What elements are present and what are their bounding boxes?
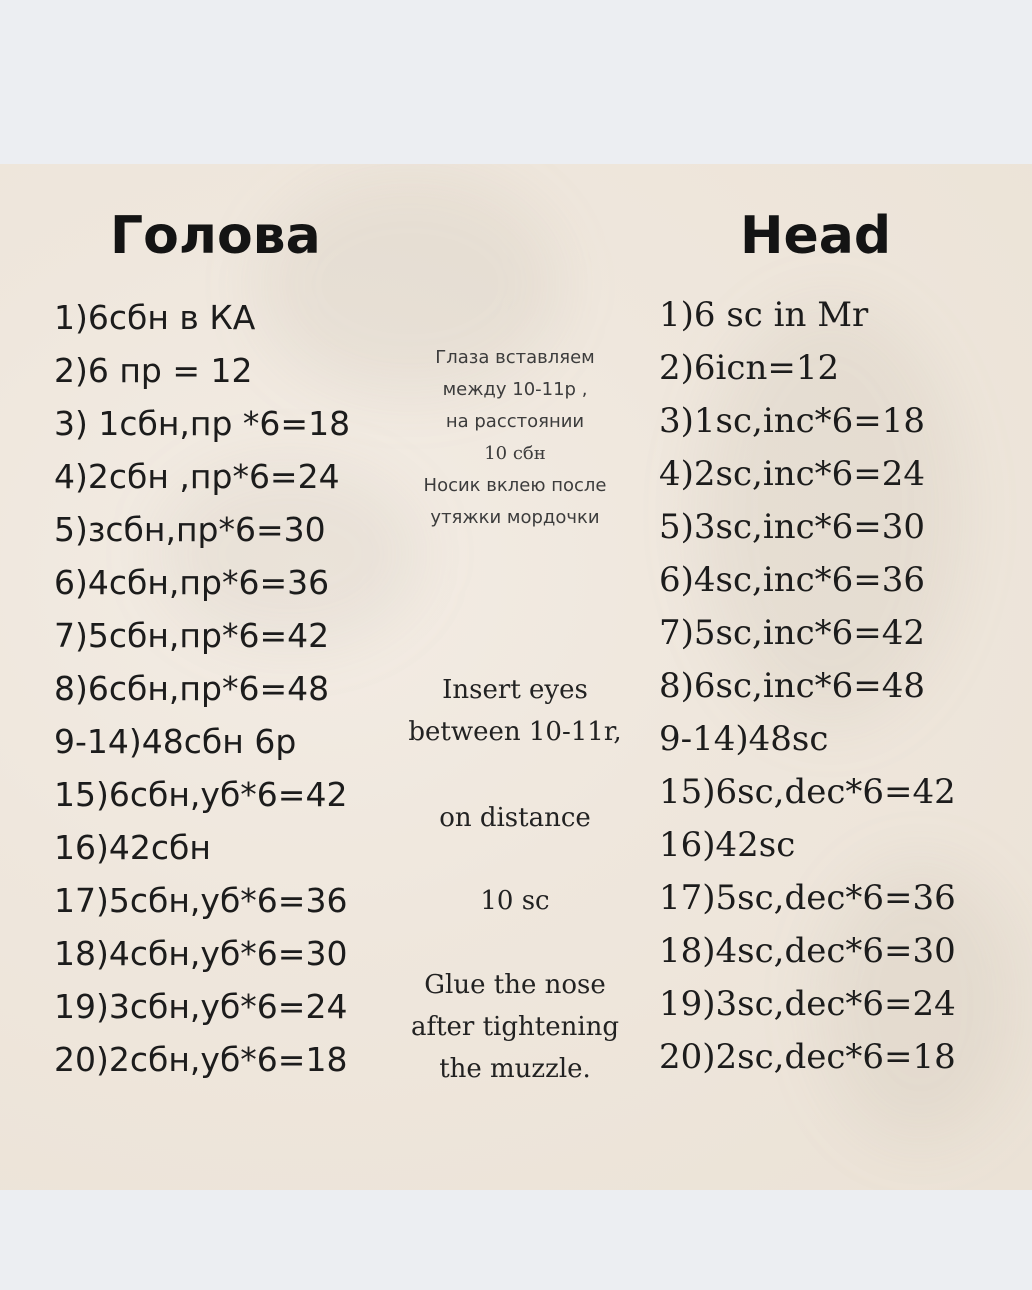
title-russian: Голова (110, 206, 321, 266)
english-note-line: after tightening (410, 1012, 620, 1042)
english-row: 20)2sc,dec*6=18 (659, 1037, 956, 1077)
english-row: 19)3sc,dec*6=24 (659, 984, 956, 1024)
english-row: 2)6icn=12 (659, 348, 840, 388)
russian-row: 4)2сбн ,пр*6=24 (54, 457, 340, 496)
english-row: 3)1sc,inc*6=18 (659, 401, 926, 441)
russian-note-line: утяжки мордочки (430, 507, 600, 528)
russian-row: 8)6сбн,пр*6=48 (54, 669, 330, 708)
title-english: Head (740, 206, 892, 266)
english-row: 7)5sc,inc*6=42 (659, 613, 926, 653)
english-note-eyes (380, 669, 650, 753)
russian-note-line: 10 сбн (484, 443, 546, 464)
russian-row: 20)2сбн,уб*6=18 (54, 1040, 348, 1079)
russian-row: 17)5сбн,уб*6=36 (54, 881, 348, 920)
russian-note (380, 342, 650, 534)
english-row: 8)6sc,inc*6=48 (659, 666, 926, 706)
russian-row: 2)6 пр = 12 (54, 351, 253, 390)
english-note-distance: on distance (439, 803, 591, 833)
english-instructions (659, 289, 956, 1084)
english-row: 9-14)48sc (659, 719, 829, 759)
english-row: 17)5sc,dec*6=36 (659, 878, 956, 918)
english-row: 1)6 sc in Mr (659, 295, 869, 335)
russian-row: 6)4сбн,пр*6=36 (54, 563, 330, 602)
english-note-line: the muzzle. (439, 1054, 591, 1084)
english-row: 18)4sc,dec*6=30 (659, 931, 956, 971)
russian-row: 9-14)48сбн 6р (54, 722, 297, 761)
russian-row: 19)3сбн,уб*6=24 (54, 987, 348, 1026)
russian-row: 7)5сбн,пр*6=42 (54, 616, 330, 655)
english-note-line: Glue the nose (424, 970, 606, 1000)
russian-note-line: на расстоянии (445, 411, 585, 432)
english-note-line: between 10-11r, (408, 717, 622, 747)
pattern-card (0, 164, 1032, 1190)
russian-row: 18)4сбн,уб*6=30 (54, 934, 348, 973)
russian-row: 1)6сбн в КА (54, 298, 256, 337)
english-row: 6)4sc,inc*6=36 (659, 560, 926, 600)
english-row: 4)2sc,inc*6=24 (659, 454, 926, 494)
russian-instructions (54, 291, 350, 1086)
russian-note-line: Глаза вставляем (435, 347, 595, 368)
russian-note-line: между 10-11р , (442, 379, 588, 400)
english-row: 5)3sc,inc*6=30 (659, 507, 926, 547)
english-note-count: 10 sc (480, 886, 550, 916)
english-row: 16)42sc (659, 825, 796, 865)
english-note-line: Insert eyes (442, 675, 588, 705)
russian-row: 16)42сбн (54, 828, 211, 867)
russian-note-line: Носик вклею после (423, 475, 607, 496)
russian-row: 15)6сбн,уб*6=42 (54, 775, 348, 814)
english-row: 15)6sc,dec*6=42 (659, 772, 956, 812)
russian-row: 3) 1сбн,пр *6=18 (54, 404, 351, 443)
english-note-nose (380, 964, 650, 1090)
russian-row: 5)зсбн,пр*6=30 (54, 510, 326, 549)
